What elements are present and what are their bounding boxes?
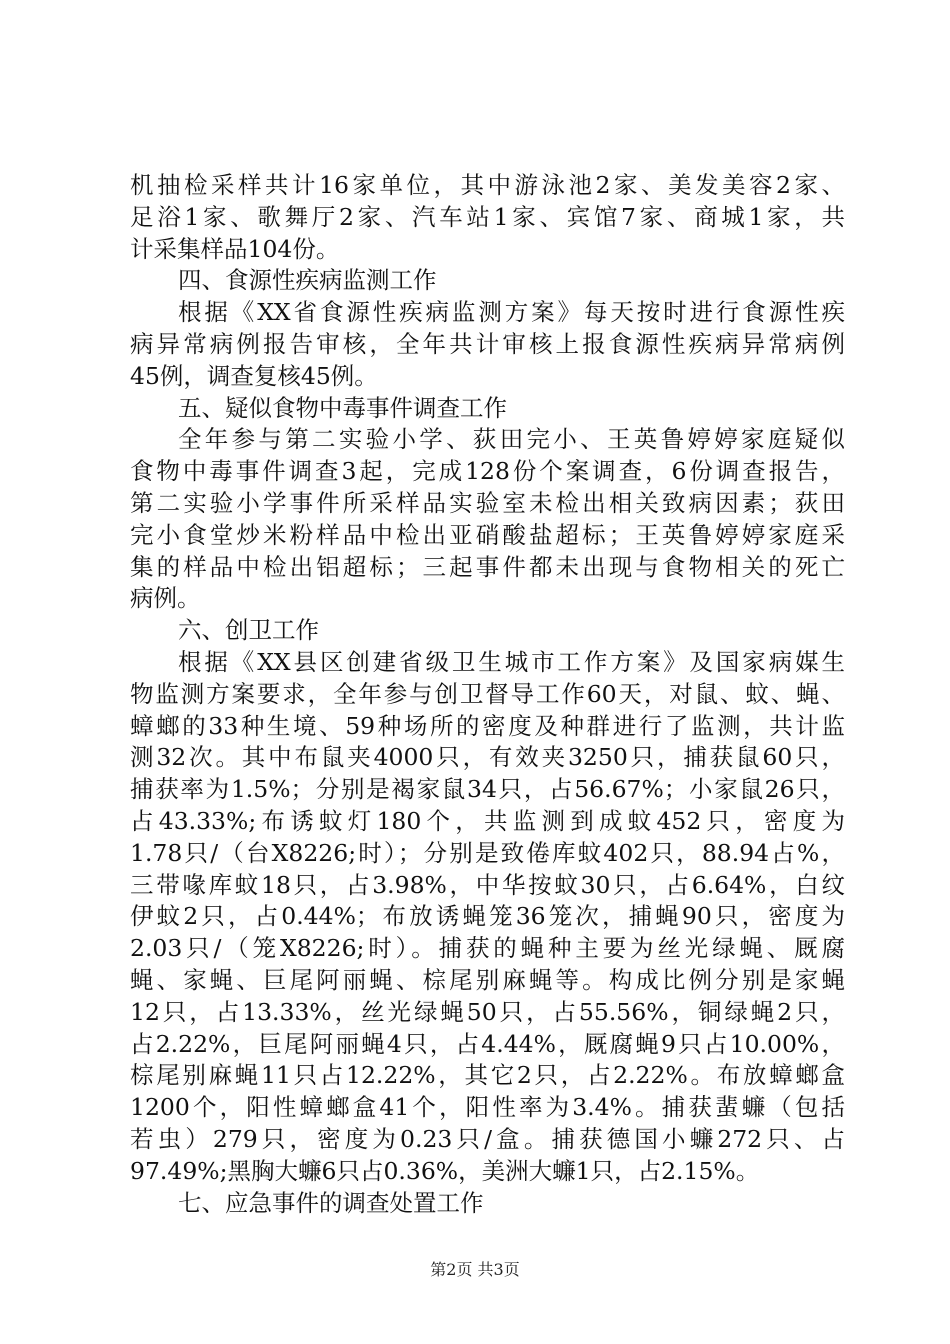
body-line: 物监测方案要求，全年参与创卫督导工作60天，对鼠、蚊、蝇、	[130, 679, 845, 708]
body-line: 2.03只/（笼X8226;时）。捕获的蝇种主要为丝光绿蝇、厩腐	[130, 934, 845, 963]
body-line: 1200个，阳性蟑螂盒41个，阳性率为3.4%。捕获蜚蠊（包括	[130, 1093, 845, 1122]
body-line: 若虫）279只，密度为0.23只/盒。捕获德国小蠊272只、占	[130, 1124, 845, 1153]
body-line: 集的样品中检出铝超标；三起事件都未出现与食物相关的死亡	[130, 552, 845, 581]
body-line: 根据《XX省食源性疾病监测方案》每天按时进行食源性疾	[178, 298, 845, 327]
section-heading: 七、应急事件的调查处置工作	[178, 1188, 484, 1217]
document-body	[130, 170, 845, 1219]
body-line: 12只，占13.33%，丝光绿蝇50只，占55.56%，铜绿蝇2只，	[130, 997, 845, 1026]
body-line: 棕尾别麻蝇11只占12.22%，其它2只，占2.22%。布放蟑螂盒	[130, 1061, 845, 1090]
body-line: 蝇、家蝇、巨尾阿丽蝇、棕尾别麻蝇等。构成比例分别是家蝇	[130, 965, 845, 994]
body-line: 占43.33%;布诱蚊灯180个，共监测到成蚊452只，密度为	[130, 806, 845, 835]
body-line: 计采集样品104份。	[130, 234, 340, 263]
body-line: 占2.22%，巨尾阿丽蝇4只，占4.44%，厩腐蝇9只占10.00%，	[130, 1029, 845, 1058]
body-line: 97.49%;黑胸大蠊6只占0.36%，美洲大蠊1只，占2.15%。	[130, 1156, 760, 1185]
body-line: 全年参与第二实验小学、荻田完小、王英鲁婷婷家庭疑似	[178, 425, 845, 454]
section-heading: 五、疑似食物中毒事件调查工作	[178, 393, 507, 422]
body-line: 三带喙库蚊18只，占3.98%，中华按蚊30只，占6.64%，白纹	[130, 870, 845, 899]
body-line: 1.78只/（台X8226;时）；分别是致倦库蚊402只，88.94占%，	[130, 838, 845, 867]
body-line: 完小食堂炒米粉样品中检出亚硝酸盐超标；王英鲁婷婷家庭采	[130, 520, 845, 549]
section-heading: 四、食源性疾病监测工作	[178, 266, 437, 295]
body-line: 45例，调查复核45例。	[130, 361, 378, 390]
body-line: 第二实验小学事件所采样品实验室未检出相关致病因素；荻田	[130, 488, 845, 517]
body-line: 捕获率为1.5%；分别是褐家鼠34只，占56.67%；小家鼠26只，	[130, 775, 845, 804]
body-line: 伊蚊2只，占0.44%；布放诱蝇笼36笼次，捕蝇90只，密度为	[130, 902, 845, 931]
section-heading: 六、创卫工作	[178, 616, 319, 645]
page-footer: 第2页 共3页	[430, 1260, 520, 1279]
body-line: 测32次。其中布鼠夹4000只，有效夹3250只，捕获鼠60只，	[130, 743, 845, 772]
body-line: 根据《XX县区创建省级卫生城市工作方案》及国家病媒生	[178, 647, 845, 676]
body-line: 足浴1家、歌舞厅2家、汽车站1家、宾馆7家、商城1家，共	[130, 202, 845, 231]
body-line: 机抽检采样共计16家单位，其中游泳池2家、美发美容2家、	[130, 171, 845, 199]
body-line: 病例。	[130, 584, 201, 613]
body-line: 蟑螂的33种生境、59种场所的密度及种群进行了监测，共计监	[130, 711, 845, 740]
body-line: 病异常病例报告审核，全年共计审核上报食源性疾病异常病例	[130, 329, 845, 358]
body-line: 食物中毒事件调查3起，完成128份个案调查，6份调查报告，	[130, 457, 845, 486]
